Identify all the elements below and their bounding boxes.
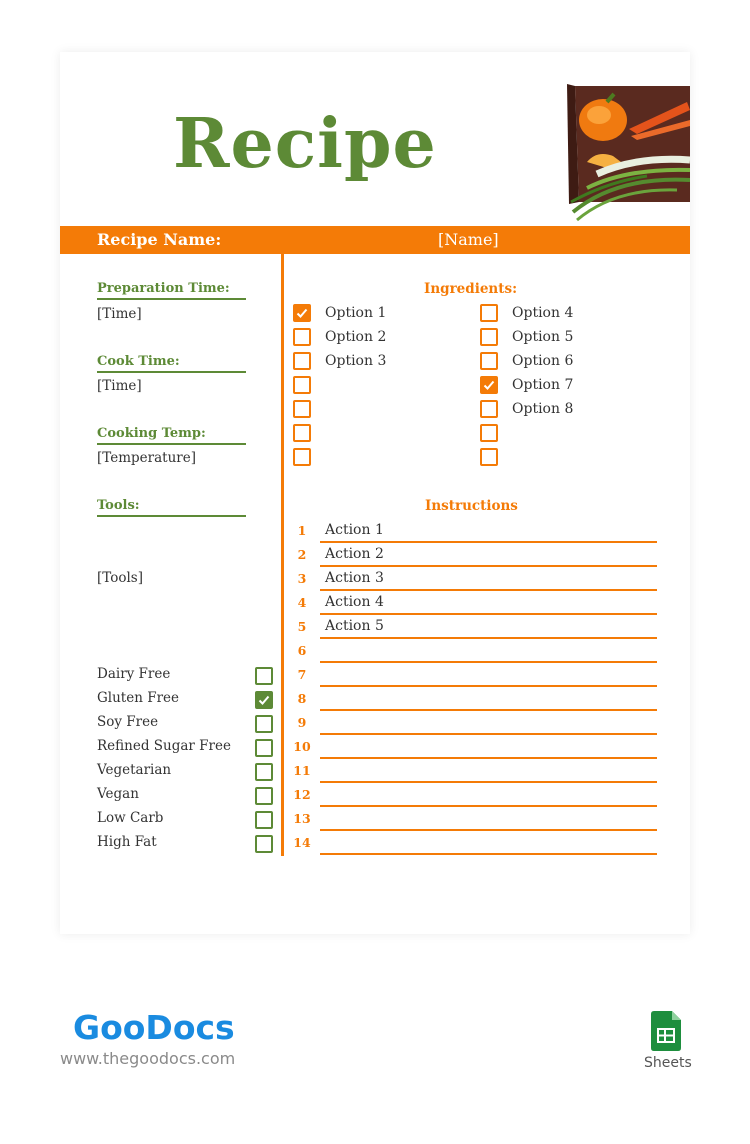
tools-value[interactable]: [Tools] <box>97 570 143 586</box>
ingredient-checkbox[interactable] <box>480 352 498 370</box>
step-number: 1 <box>297 523 307 538</box>
diet-label: Vegan <box>97 786 139 802</box>
recipe-name-label: Recipe Name: <box>97 230 222 249</box>
ingredient-checkbox[interactable] <box>293 376 311 394</box>
step-number: 6 <box>297 643 307 658</box>
ingredient-label: Option 8 <box>512 401 574 417</box>
step-text[interactable]: Action 2 <box>325 546 384 562</box>
ingredient-checkbox[interactable] <box>480 328 498 346</box>
step-number: 13 <box>293 811 311 826</box>
diet-label: Dairy Free <box>97 666 171 682</box>
step-underline <box>320 733 657 735</box>
step-underline <box>320 709 657 711</box>
diet-checkbox[interactable] <box>255 811 273 829</box>
prep-time-label: Preparation Time: <box>97 281 246 300</box>
step-underline <box>320 805 657 807</box>
step-underline <box>320 637 657 639</box>
step-number: 7 <box>297 667 307 682</box>
step-text[interactable]: Action 1 <box>325 522 384 538</box>
step-underline <box>320 565 657 567</box>
sheets-label: Sheets <box>644 1055 692 1071</box>
step-underline <box>320 829 657 831</box>
ingredients-heading: Ingredients: <box>424 281 518 297</box>
diet-label: Soy Free <box>97 714 159 730</box>
step-number: 3 <box>297 571 307 586</box>
diet-label: Vegetarian <box>97 762 172 778</box>
ingredient-checkbox[interactable] <box>480 424 498 442</box>
site-url[interactable]: www.thegoodocs.com <box>60 1049 236 1068</box>
step-number: 9 <box>297 715 307 730</box>
ingredient-checkbox[interactable] <box>480 400 498 418</box>
goodocs-logo: GooDocs <box>73 1008 235 1047</box>
diet-label: Gluten Free <box>97 690 179 706</box>
step-number: 11 <box>293 763 311 778</box>
ingredient-checkbox[interactable] <box>293 352 311 370</box>
diet-checkbox[interactable] <box>255 763 273 781</box>
step-number: 2 <box>297 547 307 562</box>
cooking-temp-label: Cooking Temp: <box>97 426 246 445</box>
step-number: 12 <box>293 787 311 802</box>
ingredient-label: Option 7 <box>512 377 574 393</box>
step-underline <box>320 661 657 663</box>
step-underline <box>320 781 657 783</box>
step-number: 4 <box>297 595 307 610</box>
ingredient-checkbox[interactable] <box>293 424 311 442</box>
step-underline <box>320 685 657 687</box>
instructions-heading: Instructions <box>425 498 518 514</box>
google-sheets-icon <box>651 1011 681 1051</box>
step-underline <box>320 613 657 615</box>
diet-label: Refined Sugar Free <box>97 738 231 754</box>
step-underline <box>320 853 657 855</box>
diet-checkbox[interactable] <box>255 691 273 709</box>
step-underline <box>320 589 657 591</box>
step-underline <box>320 541 657 543</box>
recipe-name-value[interactable]: [Name] <box>438 230 499 249</box>
vegetables-photo <box>567 84 690 224</box>
diet-label: Low Carb <box>97 810 164 826</box>
page-title: Recipe <box>173 104 437 184</box>
cook-time-value[interactable]: [Time] <box>97 378 142 394</box>
diet-checkbox[interactable] <box>255 667 273 685</box>
step-number: 5 <box>297 619 307 634</box>
ingredient-label: Option 3 <box>325 353 387 369</box>
recipe-name-bar <box>60 226 690 254</box>
step-underline <box>320 757 657 759</box>
diet-checkbox[interactable] <box>255 787 273 805</box>
ingredient-checkbox[interactable] <box>480 376 498 394</box>
recipe-sheet <box>60 52 690 934</box>
ingredient-label: Option 5 <box>512 329 574 345</box>
ingredient-checkbox[interactable] <box>480 448 498 466</box>
checkmark-icon <box>483 379 495 391</box>
checkmark-icon <box>296 307 308 319</box>
step-text[interactable]: Action 3 <box>325 570 384 586</box>
ingredient-label: Option 4 <box>512 305 574 321</box>
ingredient-label: Option 2 <box>325 329 387 345</box>
ingredient-checkbox[interactable] <box>293 328 311 346</box>
step-text[interactable]: Action 5 <box>325 618 384 634</box>
tools-label: Tools: <box>97 498 246 517</box>
column-divider <box>281 254 284 856</box>
diet-checkbox[interactable] <box>255 715 273 733</box>
ingredient-label: Option 6 <box>512 353 574 369</box>
diet-checkbox[interactable] <box>255 739 273 757</box>
ingredient-checkbox[interactable] <box>293 304 311 322</box>
step-number: 8 <box>297 691 307 706</box>
step-number: 14 <box>293 835 311 850</box>
cook-time-label: Cook Time: <box>97 354 246 373</box>
ingredient-label: Option 1 <box>325 305 387 321</box>
diet-checkbox[interactable] <box>255 835 273 853</box>
ingredient-checkbox[interactable] <box>480 304 498 322</box>
step-text[interactable]: Action 4 <box>325 594 384 610</box>
diet-label: High Fat <box>97 834 157 850</box>
checkmark-icon <box>258 694 270 706</box>
cooking-temp-value[interactable]: [Temperature] <box>97 450 196 466</box>
prep-time-value[interactable]: [Time] <box>97 306 142 322</box>
ingredient-checkbox[interactable] <box>293 400 311 418</box>
step-number: 10 <box>293 739 311 754</box>
ingredient-checkbox[interactable] <box>293 448 311 466</box>
